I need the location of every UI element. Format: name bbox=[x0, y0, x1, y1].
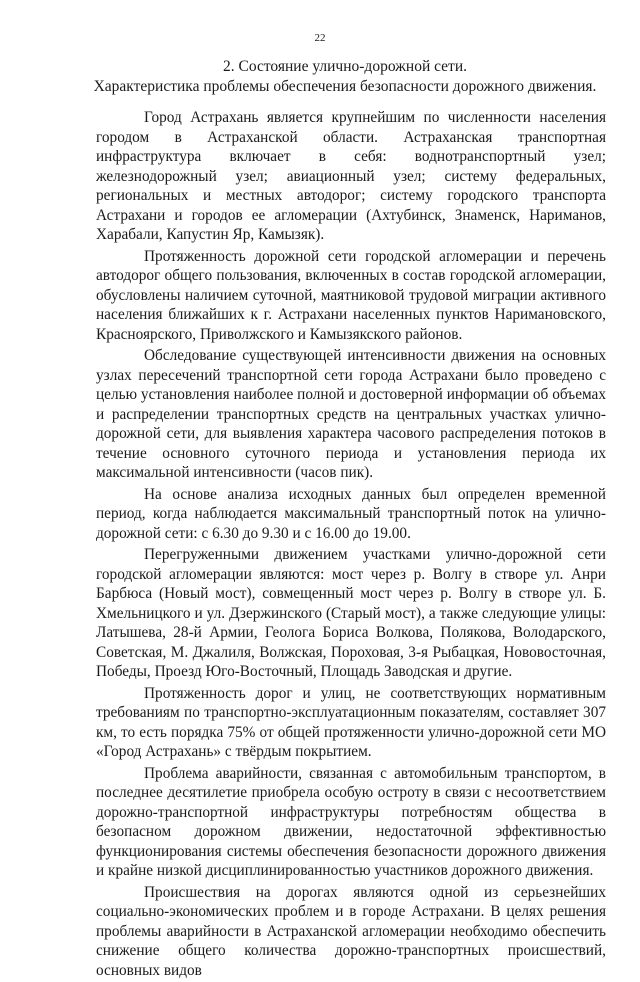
paragraph-accident-problem: Проблема аварийности, связанная с автомобильным транспортом, в последнее десятилетие приобрела особую остроту в связи с несоответствием дорожно-транспортной инфраструктуры потребностям общества в безопасном дорожном движении, недостаточной эффективностью функционирования системы обеспечения безопасности дорожного движения и крайне низкой дисциплинированностью участников дорожного движения. bbox=[96, 764, 606, 879]
section-heading: 2. Состояние улично-дорожной сети. bbox=[222, 58, 468, 75]
paragraph-substandard-roads: Протяженность дорог и улиц, не соответствующих нормативным требованиям по транспортно-эксплуатационным показателям, составляет 307 км, то есть порядка 75% от общей протяженности улично-дорожной сети МО «Город Астрахань» с твёрдым покрытием. bbox=[96, 684, 606, 760]
section-subheading: Характеристика проблемы обеспечения безопасности дорожного движения. bbox=[93, 78, 597, 95]
paragraph-congested-sections: Перегруженными движением участками улично-дорожной сети городской агломерации являются: мост через р. Волгу в створе ул. Анри Барбюса (Новый мост), совмещенный мост через р. Волгу в створе ул. Б. Хмельницкого и ул. Дзержинского (Старый мост), а также следующие улицы: Латышева, 28-й Армии, Геолога Бориса Волкова, Полякова, Володарского, Советская, М. Джалиля, Волжская, Пороховая, 3-я Рыбацкая, Нововосточная, Победы, Проезд Юго-Восточный, Площадь Заводская и другие. bbox=[96, 546, 606, 680]
paragraph-transport-infrastructure: Город Астрахань является крупнейшим по численности населения городом в Астраханской области. Астраханская транспортная инфраструктура включает в себя: воднотранспортный узел; железнодорожный узел; авиационный узел; систему федеральных, региональных и местных автодорог; систему городского транспорта Астрахани и городов ее агломерации (Ахтубинск, Знаменск, Нариманов, Харабали, Капустин Яр, Камызяк). bbox=[96, 109, 606, 243]
paragraph-road-network-length: Протяженность дорожной сети городской агломерации и перечень автодорог общего пользования, включенных в состав городской агломерации, обусловлены наличием суточной, маятниковой трудовой миграции активного населения ближайших к г. Астрахани населенных пунктов Наримановского, Красноярского, Приволжского и Камызякского районов. bbox=[96, 247, 606, 343]
page-number: 22 bbox=[314, 32, 326, 44]
body-text bbox=[96, 108, 606, 982]
paragraph-traffic-survey: Обследование существующей интенсивности движения на основных узлах пересечений транспортной сети города Астрахани было проведено с целью установления наиболее полной и достоверной информации об объемах и распределении транспортных средств на центральных участках улично-дорожной сети, для выявления характера часового распределения потоков в течение основного суточного периода и установления периода их максимальной интенсивности (часов пик). bbox=[96, 347, 606, 481]
paragraph-road-incidents: Происшествия на дорогах являются одной из серьезнейших социально-экономических проблем и в городе Астрахани. В целях решения проблемы аварийности в Астраханской агломерации необходимо обеспечить снижение общего количества дорожно-транспортных происшествий, основных видов bbox=[96, 883, 606, 979]
paragraph-peak-hours: На основе анализа исходных данных был определен временной период, когда наблюдается максимальный транспортный поток на улично-дорожной сети: с 6.30 до 9.30 и с 16.00 до 19.00. bbox=[96, 485, 606, 542]
